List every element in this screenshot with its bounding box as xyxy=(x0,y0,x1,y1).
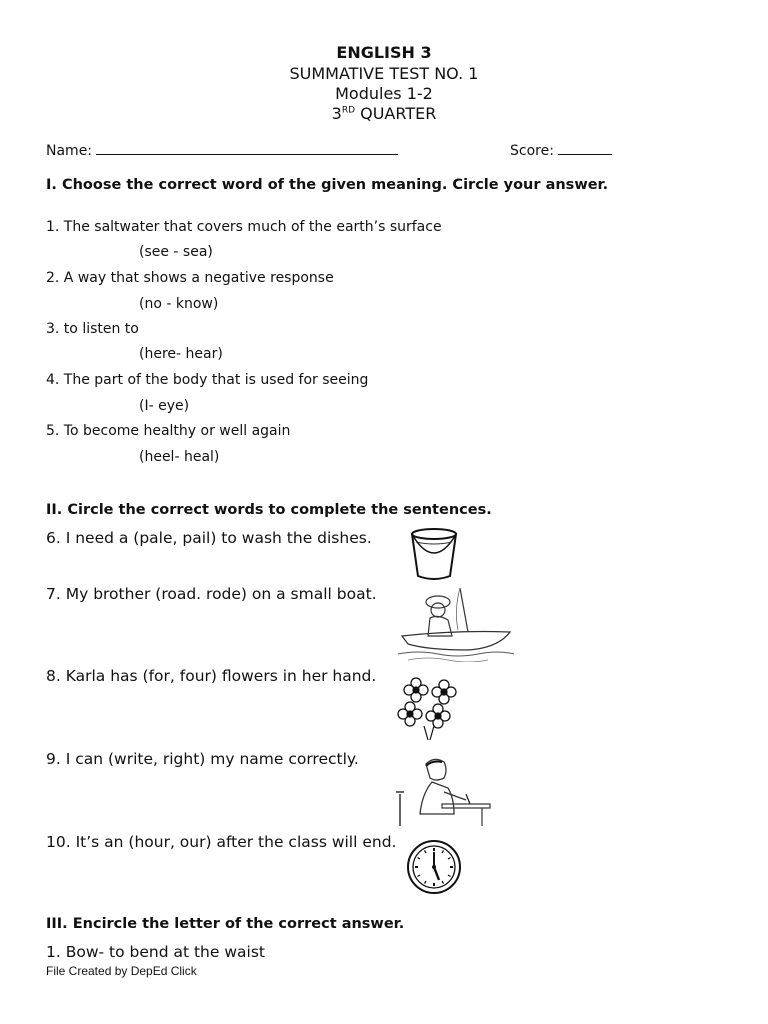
part1-choices[interactable]: (no - know) xyxy=(139,296,219,312)
quarter-label: 3RD QUARTER xyxy=(331,104,437,123)
part1-question: 4. The part of the body that is used for seeing xyxy=(46,372,369,388)
part1-heading: I. Choose the correct word of the given meaning. Circle your answer. xyxy=(46,177,609,193)
part1-choices[interactable]: (see - sea) xyxy=(139,244,213,260)
bucket-icon xyxy=(404,524,464,584)
part1-question: 3. to listen to xyxy=(46,321,139,337)
name-blank[interactable] xyxy=(96,140,398,155)
name-field[interactable] xyxy=(46,140,398,159)
boy-writing-icon xyxy=(382,754,492,826)
part2-sentence[interactable]: 10. It’s an (hour, our) after the class will end. xyxy=(46,833,397,851)
part1-choices[interactable]: (heel- heal) xyxy=(139,449,220,465)
score-field[interactable] xyxy=(510,140,612,159)
part2-sentence[interactable]: 9. I can (write, right) my name correctly. xyxy=(46,750,359,768)
part2-sentence[interactable]: 8. Karla has (for, four) flowers in her hand. xyxy=(46,667,377,685)
part1-choices[interactable]: (I- eye) xyxy=(139,398,190,414)
flowers-icon xyxy=(394,670,468,742)
part2-heading: II. Circle the correct words to complete the sentences. xyxy=(46,502,492,518)
clock-icon xyxy=(406,838,462,896)
part1-question: 5. To become healthy or well again xyxy=(46,423,291,439)
name-label: Name: xyxy=(46,143,93,159)
modules-label: Modules 1-2 xyxy=(335,84,433,103)
part1-question: 1. The saltwater that covers much of the earth’s surface xyxy=(46,219,442,235)
footer-credit: File Created by DepEd Click xyxy=(46,964,197,978)
score-label: Score: xyxy=(510,143,554,159)
boy-fishing-boat-icon xyxy=(398,580,514,662)
part3-heading: III. Encircle the letter of the correct answer. xyxy=(46,916,405,932)
score-blank[interactable] xyxy=(558,140,612,155)
part1-choices[interactable]: (here- hear) xyxy=(139,346,223,362)
test-title: SUMMATIVE TEST NO. 1 xyxy=(289,64,479,83)
part3-item: 1. Bow- to bend at the waist xyxy=(46,943,265,961)
part1-question: 2. A way that shows a negative response xyxy=(46,270,334,286)
part2-sentence[interactable]: 6. I need a (pale, pail) to wash the dishes. xyxy=(46,529,372,547)
document-title: ENGLISH 3 xyxy=(336,43,432,62)
part2-sentence[interactable]: 7. My brother (road. rode) on a small boat. xyxy=(46,585,377,603)
